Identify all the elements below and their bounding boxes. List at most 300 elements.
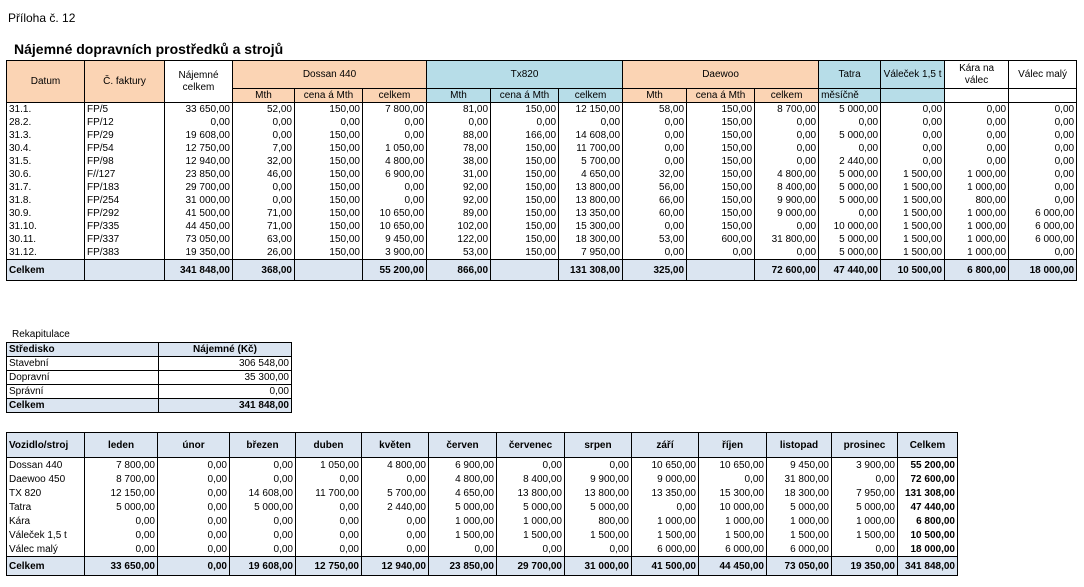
table-cell: 150,00 [295, 168, 363, 181]
monthly-total-cell: 73 050,00 [767, 557, 832, 576]
monthly-cell: 5 000,00 [497, 500, 565, 514]
monthly-cell: 55 200,00 [898, 458, 958, 473]
monthly-cell: 0,00 [158, 542, 230, 557]
monthly-header: Celkem [898, 433, 958, 458]
table-cell: 29 700,00 [165, 181, 233, 194]
sub-celkem: celkem [559, 89, 623, 103]
monthly-cell: 9 450,00 [767, 458, 832, 473]
total-cell [295, 260, 363, 281]
monthly-cell: Dossan 440 [7, 458, 85, 473]
table-cell: 102,00 [427, 220, 491, 233]
table-cell: 0,00 [755, 220, 819, 233]
table-cell: 150,00 [491, 207, 559, 220]
table-cell: 150,00 [491, 233, 559, 246]
monthly-total-cell: 41 500,00 [632, 557, 699, 576]
monthly-cell: 0,00 [497, 458, 565, 473]
total-cell: 368,00 [233, 260, 295, 281]
sub-cena: cena á Mth [491, 89, 559, 103]
table-cell: 28.2. [7, 116, 85, 129]
monthly-cell: 0,00 [362, 528, 429, 542]
monthly-total-cell: 23 850,00 [429, 557, 497, 576]
table-cell: 150,00 [491, 194, 559, 207]
header-kara: Kára na válec [945, 61, 1009, 89]
monthly-header: červenec [497, 433, 565, 458]
table-cell: 0,00 [945, 155, 1009, 168]
table-cell: 1 500,00 [881, 194, 945, 207]
table-cell: 0,00 [881, 103, 945, 117]
table-cell: 1 500,00 [881, 181, 945, 194]
recap-row [7, 357, 292, 371]
table-row [7, 233, 1077, 246]
header-valec-maly: Válec malý [1009, 61, 1077, 89]
recap-label: Rekapitulace [12, 329, 70, 340]
total-cell [491, 260, 559, 281]
table-cell: 9 900,00 [755, 194, 819, 207]
header-valecek: Váleček 1,5 t [881, 61, 945, 89]
table-cell: 0,00 [1009, 142, 1077, 155]
table-cell: 600,00 [687, 233, 755, 246]
monthly-cell: 4 800,00 [362, 458, 429, 473]
monthly-header: duben [296, 433, 362, 458]
table-cell: 150,00 [491, 181, 559, 194]
monthly-cell: 18 000,00 [898, 542, 958, 557]
table-cell: 0,00 [687, 246, 755, 260]
table-cell: 13 800,00 [559, 181, 623, 194]
total-row [7, 260, 1077, 281]
table-cell: 0,00 [559, 116, 623, 129]
monthly-cell: 6 000,00 [699, 542, 767, 557]
table-cell: 92,00 [427, 181, 491, 194]
table-cell: 0,00 [623, 116, 687, 129]
total-cell: 131 308,00 [559, 260, 623, 281]
monthly-cell: TX 820 [7, 486, 85, 500]
table-cell: 150,00 [491, 220, 559, 233]
table-cell: 0,00 [755, 116, 819, 129]
table-cell: 0,00 [623, 246, 687, 260]
table-cell: 0,00 [1009, 103, 1077, 117]
table-cell: 52,00 [233, 103, 295, 117]
table-cell: 4 800,00 [363, 155, 427, 168]
sub-mth: Mth [427, 89, 491, 103]
monthly-cell: 1 000,00 [832, 514, 898, 528]
monthly-header: září [632, 433, 699, 458]
monthly-cell: 1 500,00 [699, 528, 767, 542]
table-cell: 19 608,00 [165, 129, 233, 142]
monthly-cell: 13 800,00 [565, 486, 632, 500]
table-cell: 8 400,00 [755, 181, 819, 194]
table-row [7, 181, 1077, 194]
table-row [7, 103, 1077, 117]
monthly-cell: 0,00 [85, 528, 158, 542]
table-cell: 9 000,00 [755, 207, 819, 220]
table-cell: 1 050,00 [363, 142, 427, 155]
sub-celkem: celkem [755, 89, 819, 103]
total-cell: 6 800,00 [945, 260, 1009, 281]
table-cell: 31.12. [7, 246, 85, 260]
table-cell: 1 000,00 [945, 168, 1009, 181]
monthly-cell: 6 800,00 [898, 514, 958, 528]
monthly-cell: 0,00 [85, 514, 158, 528]
table-cell: 150,00 [295, 181, 363, 194]
table-cell: 14 608,00 [559, 129, 623, 142]
monthly-total-cell: 29 700,00 [497, 557, 565, 576]
recap-table [6, 342, 292, 413]
table-cell: 6 000,00 [1009, 207, 1077, 220]
monthly-cell: 0,00 [362, 514, 429, 528]
total-cell [85, 260, 165, 281]
table-cell: 53,00 [623, 233, 687, 246]
table-cell: 5 000,00 [819, 129, 881, 142]
table-cell: 0,00 [1009, 155, 1077, 168]
monthly-row [7, 500, 958, 514]
monthly-cell: 1 050,00 [296, 458, 362, 473]
recap-row [7, 371, 292, 385]
table-cell: 5 000,00 [819, 233, 881, 246]
table-cell: 0,00 [233, 181, 295, 194]
table-cell: FP/183 [85, 181, 165, 194]
table-cell: 0,00 [363, 194, 427, 207]
monthly-cell: 1 500,00 [497, 528, 565, 542]
monthly-header: únor [158, 433, 230, 458]
table-cell: 5 000,00 [819, 181, 881, 194]
monthly-cell: 0,00 [362, 542, 429, 557]
table-cell: 150,00 [687, 129, 755, 142]
sub-mesicne: měsíčně [819, 89, 881, 103]
total-cell [687, 260, 755, 281]
table-cell: 12 750,00 [165, 142, 233, 155]
table-cell: 5 700,00 [559, 155, 623, 168]
table-cell: 150,00 [687, 142, 755, 155]
table-cell: 33 650,00 [165, 103, 233, 117]
monthly-cell: 0,00 [158, 472, 230, 486]
monthly-cell: 0,00 [565, 458, 632, 473]
monthly-cell: 8 700,00 [85, 472, 158, 486]
monthly-cell: 5 000,00 [565, 500, 632, 514]
monthly-header: listopad [767, 433, 832, 458]
monthly-table [6, 432, 958, 576]
monthly-cell: 6 000,00 [632, 542, 699, 557]
monthly-cell: 2 440,00 [362, 500, 429, 514]
table-cell: 46,00 [233, 168, 295, 181]
table-cell: 150,00 [295, 142, 363, 155]
monthly-cell: 0,00 [158, 528, 230, 542]
monthly-header: srpen [565, 433, 632, 458]
table-cell: 0,00 [755, 246, 819, 260]
monthly-cell: 0,00 [230, 458, 296, 473]
monthly-cell: 0,00 [699, 472, 767, 486]
table-cell: 1 000,00 [945, 220, 1009, 233]
total-cell: 72 600,00 [755, 260, 819, 281]
recap-cell-value: 306 548,00 [159, 357, 292, 371]
recap-row [7, 385, 292, 399]
table-cell: 30.9. [7, 207, 85, 220]
table-cell: 150,00 [687, 168, 755, 181]
monthly-cell: 10 650,00 [632, 458, 699, 473]
recap-cell-name: Dopravní [7, 371, 159, 385]
table-cell: 0,00 [945, 142, 1009, 155]
monthly-cell: 11 700,00 [296, 486, 362, 500]
monthly-cell: 15 300,00 [699, 486, 767, 500]
monthly-cell: 800,00 [565, 514, 632, 528]
table-cell: 92,00 [427, 194, 491, 207]
table-cell: 0,00 [881, 155, 945, 168]
table-cell: FP/383 [85, 246, 165, 260]
table-cell: 0,00 [233, 116, 295, 129]
sub-empty [945, 89, 1009, 103]
monthly-cell: 13 800,00 [497, 486, 565, 500]
monthly-cell: 0,00 [832, 472, 898, 486]
table-row [7, 129, 1077, 142]
table-cell: 56,00 [623, 181, 687, 194]
total-cell: 10 500,00 [881, 260, 945, 281]
table-cell: 800,00 [945, 194, 1009, 207]
monthly-cell: 1 500,00 [565, 528, 632, 542]
monthly-cell: 0,00 [230, 514, 296, 528]
header-daewoo: Daewoo [623, 61, 819, 89]
table-cell: 122,00 [427, 233, 491, 246]
table-cell: 0,00 [491, 116, 559, 129]
sub-empty [1009, 89, 1077, 103]
table-row [7, 116, 1077, 129]
monthly-cell: 3 900,00 [832, 458, 898, 473]
table-cell: 150,00 [687, 155, 755, 168]
monthly-cell: 6 900,00 [429, 458, 497, 473]
monthly-cell: 0,00 [632, 500, 699, 514]
monthly-cell: 0,00 [230, 542, 296, 557]
monthly-cell: 131 308,00 [898, 486, 958, 500]
monthly-cell: 9 900,00 [565, 472, 632, 486]
total-cell: 18 000,00 [1009, 260, 1077, 281]
table-cell: 9 450,00 [363, 233, 427, 246]
table-cell: 89,00 [427, 207, 491, 220]
table-cell: 23 850,00 [165, 168, 233, 181]
total-cell: 341 848,00 [165, 260, 233, 281]
table-cell: 88,00 [427, 129, 491, 142]
monthly-cell: Daewoo 450 [7, 472, 85, 486]
recap-header-stredisko: Středisko [7, 343, 159, 357]
total-cell: 55 200,00 [363, 260, 427, 281]
annex-label: Příloha č. 12 [8, 11, 76, 25]
monthly-cell: 0,00 [230, 472, 296, 486]
table-cell: 32,00 [233, 155, 295, 168]
table-cell: 5 000,00 [819, 194, 881, 207]
table-cell: 166,00 [491, 129, 559, 142]
table-cell: 150,00 [295, 194, 363, 207]
monthly-row [7, 542, 958, 557]
table-cell: 150,00 [687, 103, 755, 117]
table-cell: 150,00 [687, 207, 755, 220]
monthly-cell: 5 000,00 [767, 500, 832, 514]
monthly-cell: 31 800,00 [767, 472, 832, 486]
monthly-total-cell: 19 608,00 [230, 557, 296, 576]
table-cell: 150,00 [295, 220, 363, 233]
table-cell: 0,00 [1009, 116, 1077, 129]
table-cell: 0,00 [623, 142, 687, 155]
table-row [7, 142, 1077, 155]
table-cell: F//127 [85, 168, 165, 181]
table-cell: 8 700,00 [755, 103, 819, 117]
table-cell: 31.7. [7, 181, 85, 194]
table-cell: 81,00 [427, 103, 491, 117]
monthly-header: Vozidlo/stroj [7, 433, 85, 458]
table-cell: 0,00 [427, 116, 491, 129]
table-cell: 0,00 [165, 116, 233, 129]
table-cell: 38,00 [427, 155, 491, 168]
table-cell: 150,00 [295, 207, 363, 220]
total-cell: 47 440,00 [819, 260, 881, 281]
table-row [7, 220, 1077, 233]
table-cell: 1 500,00 [881, 220, 945, 233]
monthly-cell: Kára [7, 514, 85, 528]
monthly-total-cell: 31 000,00 [565, 557, 632, 576]
monthly-cell: 7 800,00 [85, 458, 158, 473]
table-cell: 1 500,00 [881, 233, 945, 246]
monthly-cell: 18 300,00 [767, 486, 832, 500]
monthly-cell: 0,00 [497, 542, 565, 557]
monthly-total-cell: 44 450,00 [699, 557, 767, 576]
monthly-header: květen [362, 433, 429, 458]
recap-total-value: 341 848,00 [159, 399, 292, 413]
monthly-cell: 1 500,00 [832, 528, 898, 542]
table-cell: 150,00 [295, 155, 363, 168]
monthly-row [7, 528, 958, 542]
table-cell: 0,00 [755, 142, 819, 155]
monthly-cell: Váleček 1,5 t [7, 528, 85, 542]
table-cell: 0,00 [623, 220, 687, 233]
monthly-row [7, 514, 958, 528]
monthly-cell: 0,00 [296, 472, 362, 486]
monthly-cell: 6 000,00 [767, 542, 832, 557]
table-cell: 13 350,00 [559, 207, 623, 220]
monthly-cell: 0,00 [565, 542, 632, 557]
table-cell: 0,00 [1009, 194, 1077, 207]
table-cell: 0,00 [819, 207, 881, 220]
table-row [7, 155, 1077, 168]
table-cell: 6 000,00 [1009, 233, 1077, 246]
table-cell: 60,00 [623, 207, 687, 220]
table-cell: 10 650,00 [363, 220, 427, 233]
table-cell: 0,00 [881, 116, 945, 129]
table-cell: FP/54 [85, 142, 165, 155]
monthly-total-cell: 341 848,00 [898, 557, 958, 576]
rental-table [6, 60, 1077, 281]
monthly-header: leden [85, 433, 158, 458]
table-cell: FP/12 [85, 116, 165, 129]
monthly-cell: 0,00 [230, 528, 296, 542]
table-cell: 0,00 [623, 129, 687, 142]
monthly-header: červen [429, 433, 497, 458]
table-cell: 1 000,00 [945, 181, 1009, 194]
total-cell: 325,00 [623, 260, 687, 281]
monthly-total-cell: 12 940,00 [362, 557, 429, 576]
table-cell: 0,00 [755, 155, 819, 168]
monthly-row [7, 458, 958, 473]
monthly-cell: 5 000,00 [85, 500, 158, 514]
monthly-cell: 1 000,00 [429, 514, 497, 528]
table-cell: 58,00 [623, 103, 687, 117]
table-cell: 63,00 [233, 233, 295, 246]
table-cell: FP/98 [85, 155, 165, 168]
monthly-cell: 14 608,00 [230, 486, 296, 500]
table-cell: 31.8. [7, 194, 85, 207]
monthly-cell: 7 950,00 [832, 486, 898, 500]
table-cell: 1 500,00 [881, 207, 945, 220]
table-cell: 31.1. [7, 103, 85, 117]
table-cell: 73 050,00 [165, 233, 233, 246]
table-cell: 0,00 [1009, 181, 1077, 194]
table-cell: FP/29 [85, 129, 165, 142]
table-cell: FP/292 [85, 207, 165, 220]
table-cell: 30.11. [7, 233, 85, 246]
table-cell: 0,00 [363, 116, 427, 129]
recap-cell-name: Správní [7, 385, 159, 399]
monthly-cell: 4 800,00 [429, 472, 497, 486]
table-cell: 31 800,00 [755, 233, 819, 246]
monthly-cell: Válec malý [7, 542, 85, 557]
table-cell: 0,00 [945, 116, 1009, 129]
table-cell: 31,00 [427, 168, 491, 181]
table-cell: 0,00 [363, 181, 427, 194]
table-cell: 150,00 [687, 220, 755, 233]
table-cell: 0,00 [945, 129, 1009, 142]
table-cell: 11 700,00 [559, 142, 623, 155]
table-row [7, 194, 1077, 207]
table-cell: 31.5. [7, 155, 85, 168]
table-cell: 5 000,00 [819, 168, 881, 181]
table-cell: 32,00 [623, 168, 687, 181]
monthly-cell: 12 150,00 [85, 486, 158, 500]
table-cell: 0,00 [881, 129, 945, 142]
table-cell: 150,00 [687, 194, 755, 207]
monthly-cell: 8 400,00 [497, 472, 565, 486]
table-cell: 4 650,00 [559, 168, 623, 181]
table-cell: 19 350,00 [165, 246, 233, 260]
table-cell: 150,00 [687, 116, 755, 129]
table-cell: 150,00 [491, 246, 559, 260]
monthly-cell: 10 500,00 [898, 528, 958, 542]
table-cell: 30.4. [7, 142, 85, 155]
table-cell: 0,00 [295, 116, 363, 129]
header-datum: Datum [7, 61, 85, 103]
table-cell: 6 000,00 [1009, 220, 1077, 233]
monthly-cell: 72 600,00 [898, 472, 958, 486]
table-cell: 12 150,00 [559, 103, 623, 117]
table-cell: FP/337 [85, 233, 165, 246]
monthly-cell: 1 000,00 [632, 514, 699, 528]
table-cell: 0,00 [755, 129, 819, 142]
monthly-total-cell: 19 350,00 [832, 557, 898, 576]
table-cell: 30.6. [7, 168, 85, 181]
recap-total-label: Celkem [7, 399, 159, 413]
table-cell: 4 800,00 [755, 168, 819, 181]
table-cell: 0,00 [1009, 129, 1077, 142]
table-cell: 7 950,00 [559, 246, 623, 260]
table-cell: 13 800,00 [559, 194, 623, 207]
table-cell: 7,00 [233, 142, 295, 155]
table-row [7, 168, 1077, 181]
monthly-cell: 1 500,00 [429, 528, 497, 542]
table-cell: 1 500,00 [881, 246, 945, 260]
monthly-total-cell: 33 650,00 [85, 557, 158, 576]
table-cell: 1 000,00 [945, 207, 1009, 220]
table-cell: 0,00 [819, 116, 881, 129]
monthly-cell: 5 700,00 [362, 486, 429, 500]
table-cell: 41 500,00 [165, 207, 233, 220]
monthly-cell: 0,00 [832, 542, 898, 557]
table-cell: 26,00 [233, 246, 295, 260]
table-cell: 15 300,00 [559, 220, 623, 233]
table-cell: 66,00 [623, 194, 687, 207]
